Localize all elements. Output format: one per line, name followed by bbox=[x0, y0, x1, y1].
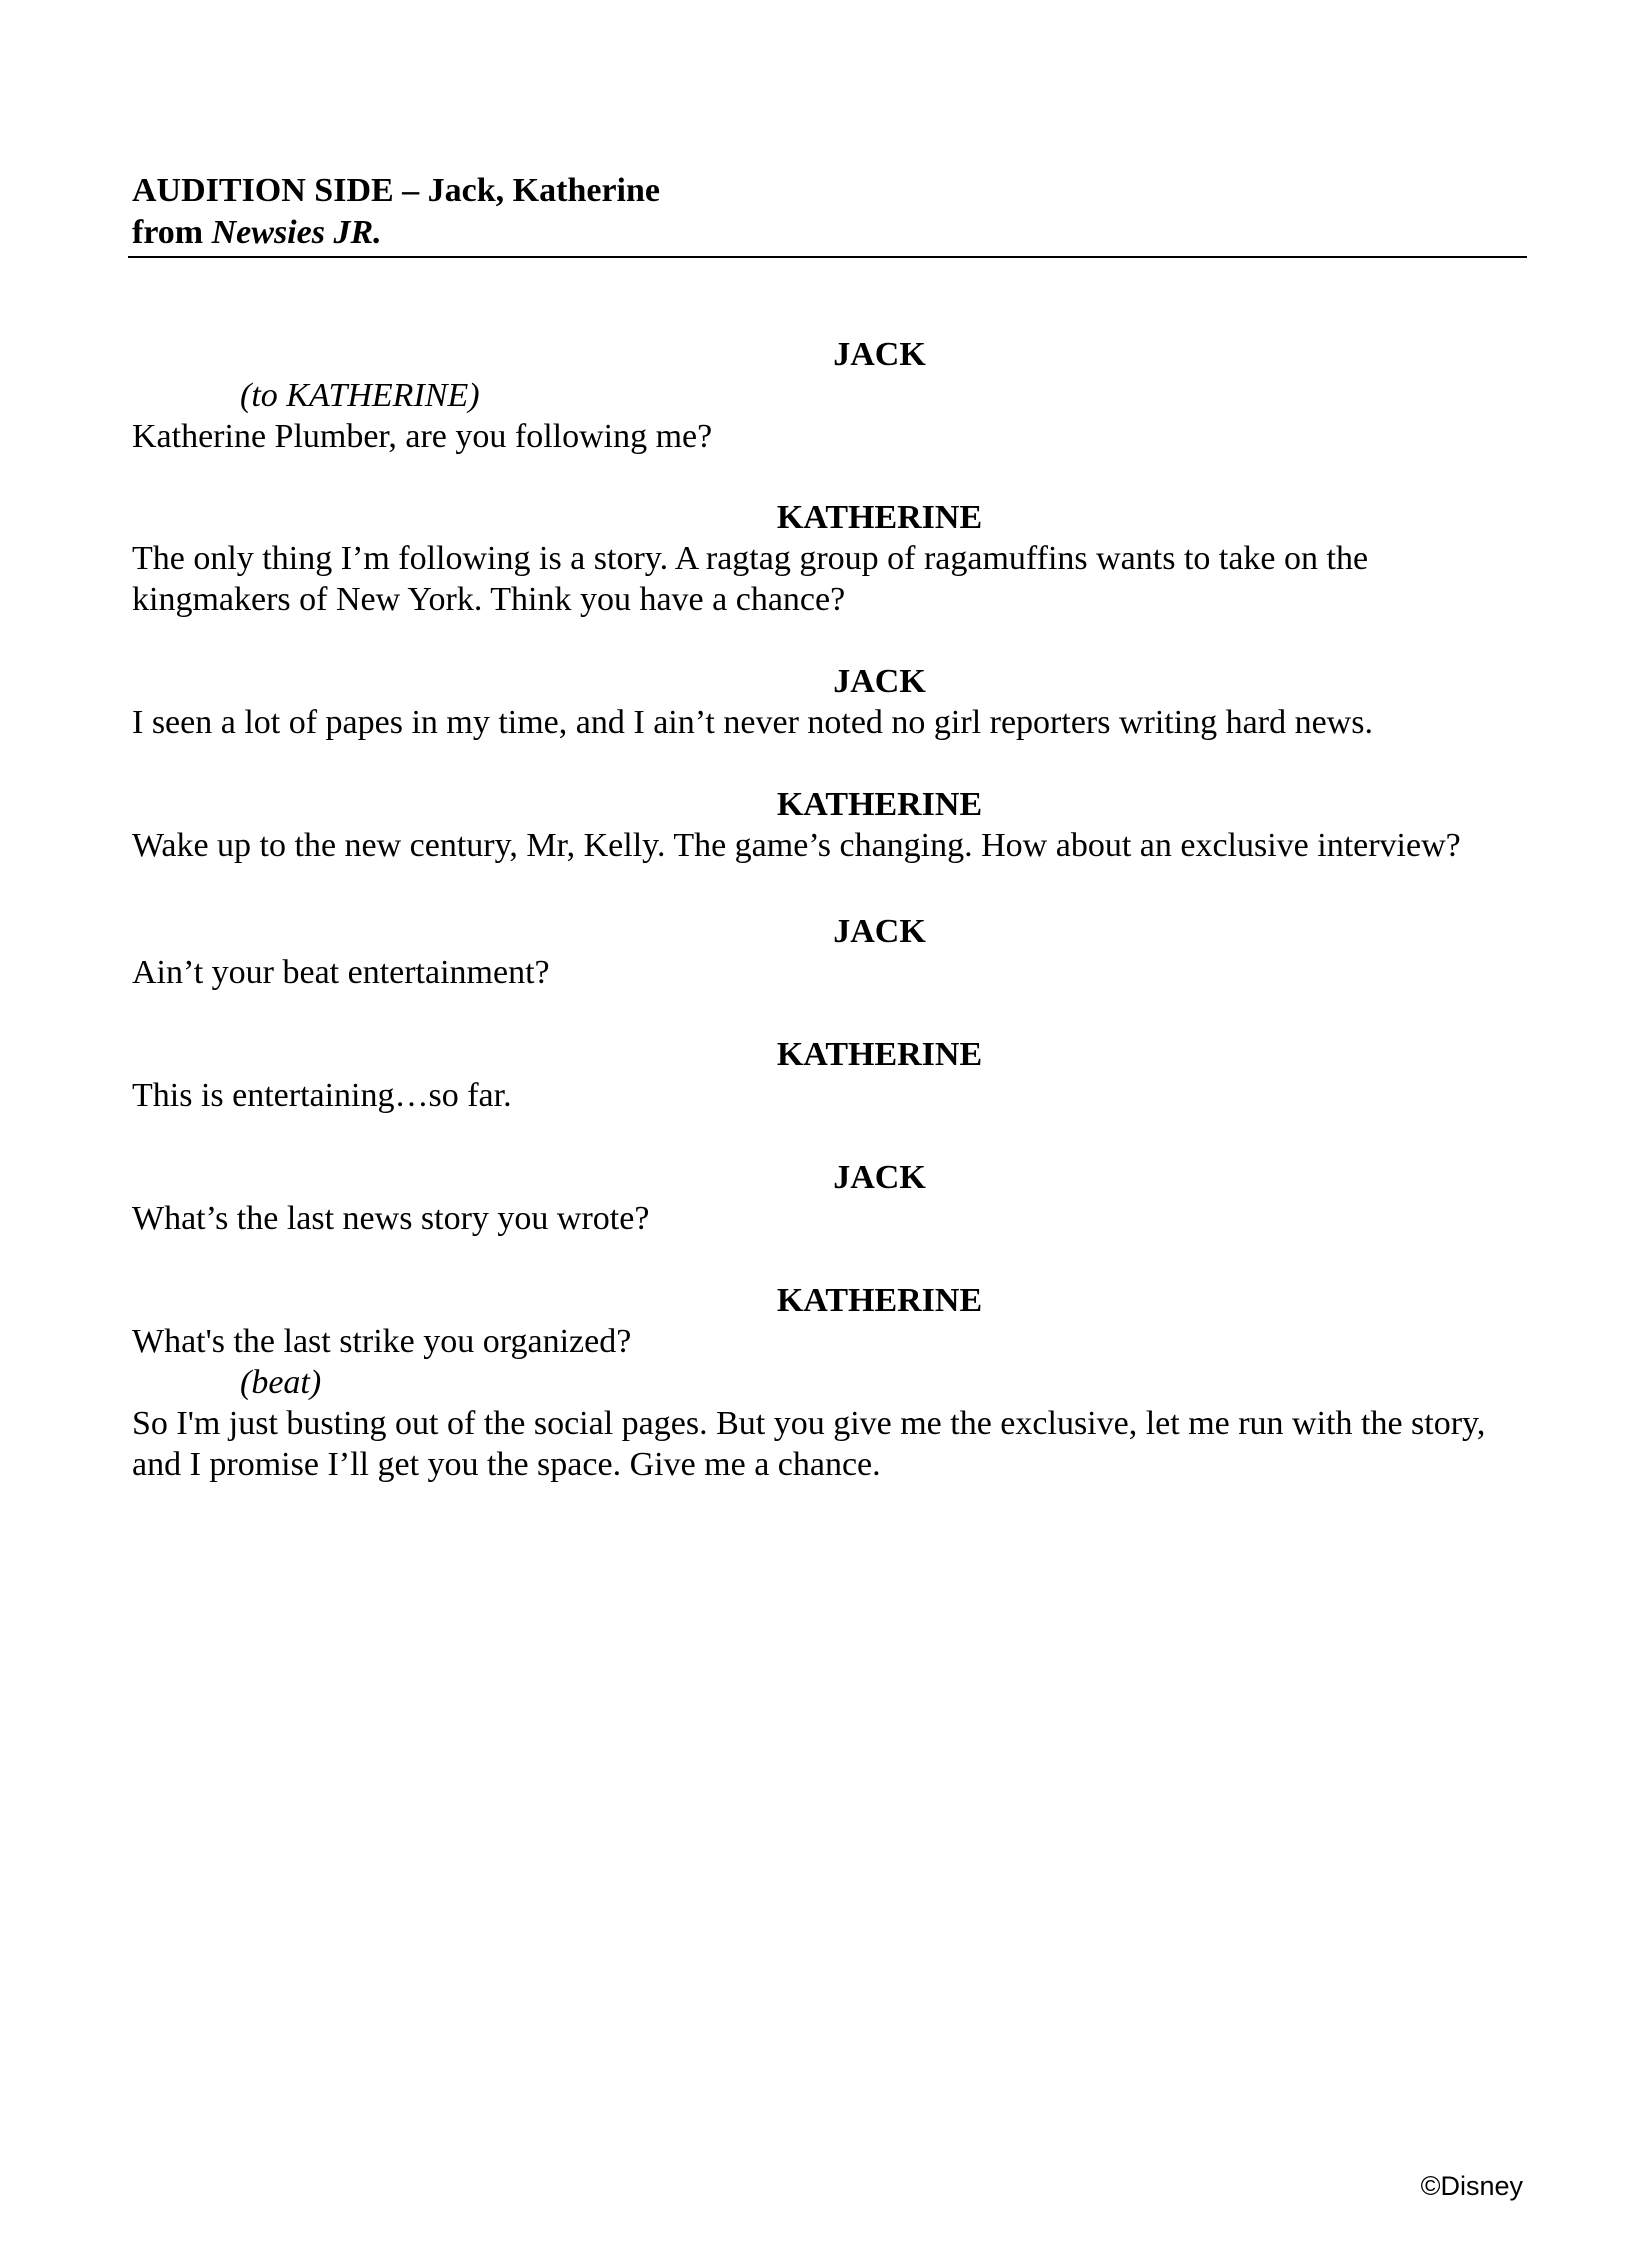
dialogue-line: I seen a lot of papes in my time, and I ain’t never noted no girl reporters writing hard news. bbox=[132, 704, 1373, 741]
header-title: AUDITION SIDE – Jack, Katherine bbox=[132, 172, 660, 209]
script-block bbox=[132, 907, 1527, 993]
speaker-name: KATHERINE bbox=[776, 1036, 983, 1073]
script-block bbox=[132, 1034, 1527, 1116]
dialogue-line: The only thing I’m following is a story. A ragtag group of ragamuffins wants to take on the kingmakers of New York. Think you have a chance? bbox=[132, 540, 1369, 618]
header-source-prefix: from bbox=[132, 214, 212, 251]
header-source bbox=[132, 212, 1527, 254]
dialogue-line: Ain’t your beat entertainment? bbox=[132, 954, 550, 991]
speaker-name: KATHERINE bbox=[776, 786, 983, 823]
script-block bbox=[132, 1280, 1527, 1485]
dialogue-line: So I'm just busting out of the social pages. But you give me the exclusive, let me run with the story, and I promise I’ll get you the space. Give me a chance. bbox=[132, 1405, 1486, 1483]
parenthetical: (beat) bbox=[240, 1364, 322, 1401]
dialogue-line: Katherine Plumber, are you following me? bbox=[132, 418, 713, 455]
script-block bbox=[132, 1157, 1527, 1239]
dialogue-line: Wake up to the new century, Mr, Kelly. The game’s changing. How about an exclusive interview? bbox=[132, 827, 1461, 864]
show-title: Newsies JR. bbox=[211, 214, 382, 251]
speaker-name: JACK bbox=[833, 913, 926, 950]
parenthetical: (to KATHERINE) bbox=[240, 377, 480, 414]
script-block bbox=[132, 334, 1527, 457]
speaker-name: KATHERINE bbox=[776, 499, 983, 536]
copyright-footer: ©Disney bbox=[1420, 2171, 1523, 2201]
speaker-name: KATHERINE bbox=[776, 1282, 983, 1319]
header-rule bbox=[128, 256, 1527, 258]
script-block bbox=[132, 784, 1527, 866]
document-header bbox=[132, 170, 1527, 254]
speaker-name: JACK bbox=[833, 336, 926, 373]
script-block bbox=[132, 497, 1527, 620]
speaker-name: JACK bbox=[833, 1159, 926, 1196]
script-body bbox=[132, 334, 1527, 1526]
script-block bbox=[132, 661, 1527, 743]
speaker-name: JACK bbox=[833, 663, 926, 700]
dialogue-line: What's the last strike you organized? bbox=[132, 1323, 632, 1360]
dialogue-line: What’s the last news story you wrote? bbox=[132, 1200, 650, 1237]
dialogue-line: This is entertaining…so far. bbox=[132, 1077, 512, 1114]
